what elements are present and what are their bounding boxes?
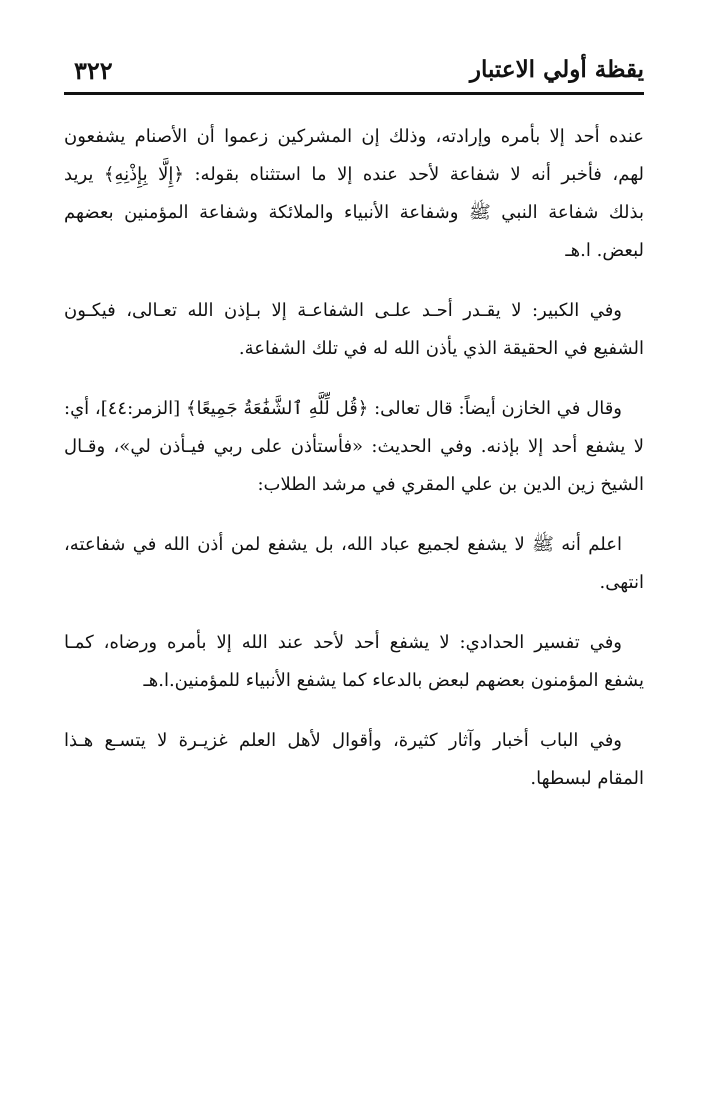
paragraph-3: [64, 390, 644, 504]
text-line: بذلك شفاعة النبي ﷺ وشفاعة الأنبياء والملائكة وشفاعة المؤمنين بعضهم: [64, 202, 644, 223]
text-line: اعلم أنه ﷺ لا يشفع لجميع عباد الله، بل يشفع لمن أذن الله في شفاعته،: [64, 534, 622, 555]
paragraph-6: [64, 722, 644, 798]
text-line: وقال في الخازن أيضاً: قال تعالى: ﴿قُل لِّلَّهِ ٱلشَّفَٰعَةُ جَمِيعًا﴾ [الزمر:٤٤]، أي:: [64, 398, 622, 419]
text-line: وفي الكبير: لا يقـدر أحـد علـى الشفاعـة إلا بـإذن الله تعـالى، فيكـون: [64, 300, 622, 321]
paragraph-2: [64, 292, 644, 368]
page-header: [64, 52, 644, 95]
running-title: يقظة أولي الاعتبار: [469, 56, 644, 83]
text-line: لهم، فأخبر أنه لا شفاعة لأحد عنده إلا ما استثناه بقوله: ﴿إِلَّا بِإِذْنِهِ﴾ يريد: [64, 164, 644, 185]
text-line: وفي الباب أخبار وآثار كثيرة، وأقوال لأهل العلم غزيـرة لا يتسـع هـذا: [64, 730, 622, 751]
page-body: [64, 118, 644, 820]
text-line: عنده أحد إلا بأمره وإرادته، وذلك إن المشركين زعموا أن الأصنام يشفعون: [64, 126, 644, 147]
paragraph-5: [64, 624, 644, 700]
text-line: انتهى.: [599, 572, 644, 593]
text-line: يشفع المؤمنون بعضهم لبعض بالدعاء كما يشفع الأنبياء للمؤمنين.ا.هـ: [143, 670, 644, 691]
text-line: الشيخ زين الدين بن علي المقري في مرشد الطلاب:: [257, 474, 644, 495]
text-line: لا يشفع أحد إلا بإذنه. وفي الحديث: «فأستأذن على ربي فيـأذن لي»، وقـال: [64, 436, 644, 457]
paragraph-1: [64, 118, 644, 270]
text-line: الشفيع في الحقيقة الذي يأذن الله له في تلك الشفاعة.: [238, 338, 644, 359]
text-line: المقام لبسطها.: [530, 768, 644, 789]
page-number: ٣٢٢: [74, 56, 113, 85]
paragraph-4: [64, 526, 644, 602]
text-line: وفي تفسير الحدادي: لا يشفع أحد لأحد عند الله إلا بأمره ورضاه، كمـا: [64, 632, 622, 653]
text-line: لبعض. ا.هـ: [565, 240, 644, 261]
